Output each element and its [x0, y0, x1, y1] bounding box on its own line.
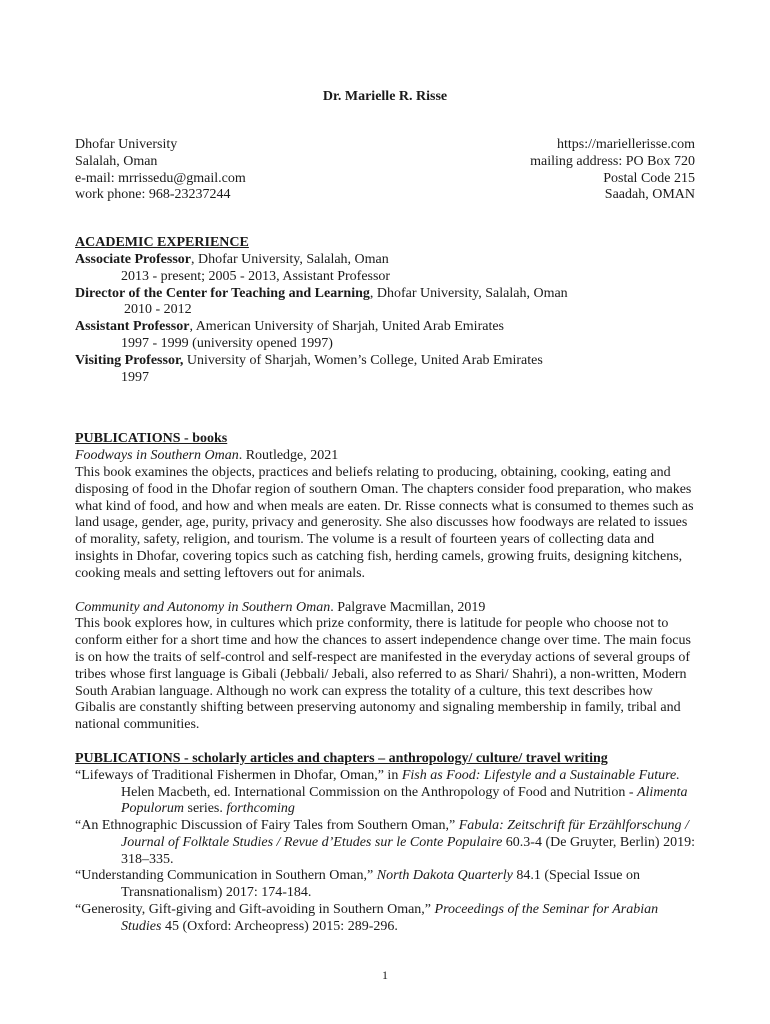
- book-entry: [75, 600, 695, 734]
- position-role: Assistant Professor: [75, 319, 190, 335]
- book-title: Community and Autonomy in Southern Oman: [75, 599, 331, 615]
- book-description: This book examines the objects, practices and beliefs relating to producing, obtaining, cooking, eating and disposing of food in the Dhofar region of southern Oman. The chapters consider food preparation, who makes what kind of food, and how and when meals are eaten. Dr. Risse connects what is consumed to themes such as land usage, gender, age, purity, privacy and generosity. She also discusses how foodways are related to issues of morality, safety, religion, and tourism. The volume is a result of fourteen years of collecting data and insights in Dhofar, covering topics such as catching fish, herding camels, growing fruits, designing kitchens, cooking meals and setting leftovers out for animals.: [75, 464, 694, 581]
- contact-line: mailing address: PO Box 720: [530, 153, 695, 169]
- contact-line: Salalah, Oman: [75, 153, 158, 169]
- article-entry: “Generosity, Gift-giving and Gift-avoiding in Southern Oman,” Proceedings of the Seminar for Arabian Studies 45 (Oxford: Archeopress) 2015: 289-296.: [75, 902, 659, 934]
- section-heading: PUBLICATIONS - books: [75, 431, 228, 447]
- academic-section: [75, 235, 695, 386]
- position-entry: [75, 286, 695, 320]
- position-place: University of Sharjah, Women’s College, United Arab Emirates: [183, 352, 543, 368]
- book-publisher: . Palgrave Macmillan, 2019: [330, 599, 486, 615]
- article-entry: “Lifeways of Traditional Fishermen in Dhofar, Oman,” in Fish as Food: Lifestyle and a Sustainable Future. Helen Macbeth, ed. International Commission on the Anthropology of Food and Nutrition - Alimenta Populorum series. forthcoming: [75, 767, 688, 817]
- position-dates: 1997 - 1999 (university opened 1997): [121, 335, 333, 351]
- position-place: , American University of Sharjah, United Arab Emirates: [189, 319, 504, 335]
- position-entry: [75, 353, 695, 387]
- book-title: Foodways in Southern Oman: [75, 448, 239, 464]
- book-entry: [75, 448, 695, 582]
- section-heading: PUBLICATIONS - scholarly articles and chapters – anthropology/ culture/ travel writing: [75, 750, 608, 766]
- books-section: [75, 431, 695, 734]
- position-role: Associate Professor: [75, 251, 191, 267]
- contact-block: [75, 137, 695, 204]
- articles-section: [75, 751, 695, 936]
- position-dates: 1997: [121, 369, 149, 385]
- book-description: This book explores how, in cultures which prize conformity, there is latitude for people who choose not to conform either for a short time and how the chances to assert independence change over time. The main focus is on how the traits of self-control and self-respect are manifested in the everyday actions of several groups of tribes whose first language is Gibali (Jebbali/ Jebali, also referred to as Shari/ Shahri), a non-written, Modern South Arabian language. Although no work can express the totality of a culture, this text describes how Gibalis are constantly shifting between preserving autonomy and signaling membership in family, tribal and national communities.: [75, 616, 691, 733]
- contact-email[interactable]: e-mail: mrrissedu@gmail.com: [75, 170, 246, 186]
- article-entry: “An Ethnographic Discussion of Fairy Tales from Southern Oman,” Fabula: Zeitschrift für Erzählforschung / Journal of Folktale Studies / Revue d’Etudes sur le Conte Populaire 60.3-4 (De Gruyter, Berlin) 2019: 318–335.: [75, 818, 695, 867]
- cv-page: [75, 89, 695, 936]
- contact-line: Postal Code 215: [603, 170, 695, 186]
- website-link[interactable]: https://mariellerisse.com: [556, 137, 695, 152]
- position-role: Director of the Center for Teaching and Learning: [75, 285, 370, 301]
- position-place: , Dhofar University, Salalah, Oman: [369, 285, 568, 301]
- book-publisher: . Routledge, 2021: [238, 448, 339, 464]
- position-entry: [75, 319, 695, 353]
- contact-line: Saadah, OMAN: [604, 187, 695, 203]
- contact-line: Dhofar University: [75, 137, 178, 152]
- contact-line: work phone: 968-23237244: [75, 187, 231, 203]
- contact-left: [75, 137, 246, 204]
- position-place: , Dhofar University, Salalah, Oman: [191, 251, 389, 267]
- page-number: 1: [382, 968, 388, 982]
- page-title: Dr. Marielle R. Risse: [322, 89, 448, 104]
- position-entry: [75, 252, 695, 286]
- position-dates: 2013 - present; 2005 - 2013, Assistant Professor: [121, 268, 391, 284]
- position-role: Visiting Professor,: [75, 352, 184, 368]
- section-heading: ACADEMIC EXPERIENCE: [75, 235, 249, 251]
- contact-right: [530, 137, 695, 204]
- article-entry: “Understanding Communication in Southern Oman,” North Dakota Quarterly 84.1 (Special Issue on Transnationalism) 2017: 174-184.: [75, 868, 640, 901]
- position-dates: 2010 - 2012: [124, 302, 192, 318]
